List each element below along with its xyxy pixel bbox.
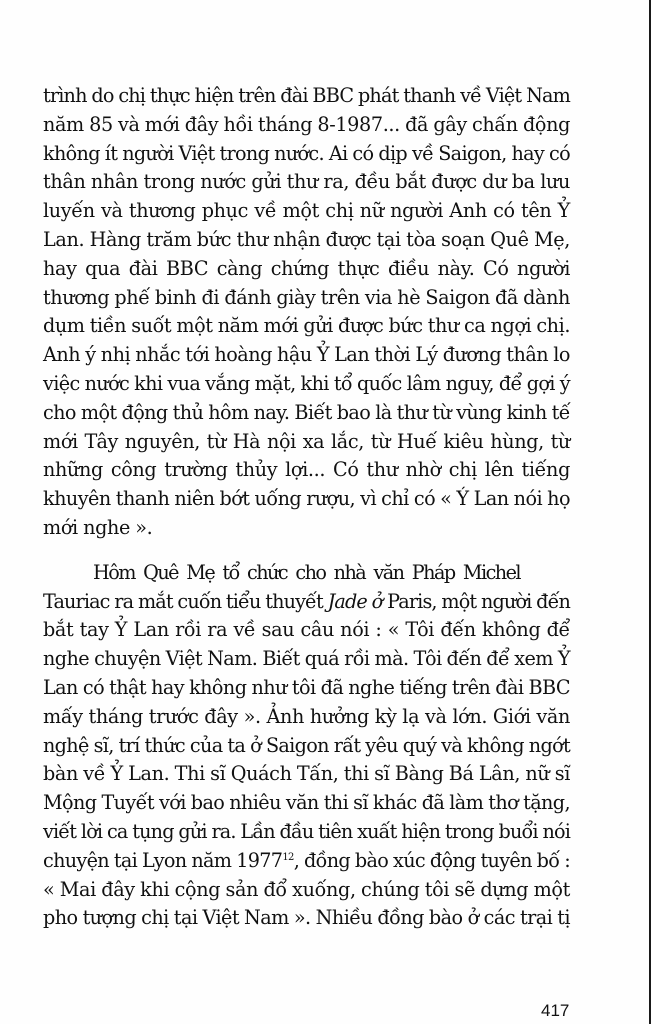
text-line: bàn về Ỷ Lan. Thi sĩ Quách Tấn, thi sĩ Bàng Bá Lân, nữ sĩ (43, 762, 570, 786)
text-line: Anh ý nhị nhắc tới hoàng hậu Ỷ Lan thời Lý đương thân lo (43, 343, 570, 367)
text-line: thương phế binh đi đánh giày trên via hè Saigon đã dành (43, 285, 570, 309)
text-line: mới Tây nguyên, từ Hà nội xa lắc, từ Huế kiêu hùng, từ (43, 429, 570, 453)
text-line: Lan có thật hay không như tôi đã nghe tiếng trên đài BBC (43, 675, 571, 699)
text-line: dụm tiền suốt một năm mới gửi được bức thư ca ngợi chị. (43, 314, 570, 338)
paragraph-2 (43, 559, 570, 933)
text-line: mấy tháng trước đây ». Ảnh hưởng kỳ lạ và lớn. Giới văn (43, 704, 570, 728)
footnote-reference[interactable]: 12 (282, 851, 294, 863)
text-line: bắt tay Ỷ Lan rồi ra về sau câu nói : « Tôi đến không để (43, 618, 570, 642)
text-line: những công trường thủy lợi... Có thư nhờ chị lên tiếng (43, 458, 570, 482)
text-line: nghe chuyện Việt Nam. Biết quá rồi mà. Tôi đến để xem Ỷ (43, 647, 570, 671)
text-line: Lan. Hàng trăm bức thư nhận được tại tòa soạn Quê Mẹ, (43, 227, 570, 251)
text-line: khuyên thanh niên bớt uống rượu, vì chỉ có « Ý Lan nói họ (43, 487, 570, 511)
text-line: Hôm Quê Mẹ tổ chức cho nhà văn Pháp Michel (93, 560, 520, 584)
text-line: năm 85 và mới đây hồi tháng 8-1987... đã gây chấn động (43, 112, 570, 136)
text-run: chuyện tại Lyon năm 1977 (43, 848, 283, 872)
text-run: , đồng bào xúc động tuyên bố : (293, 848, 571, 872)
text-line: việc nước khi vua vắng mặt, khi tổ quốc lâm nguy, để gợi ý (43, 371, 571, 395)
text-line: không ít người Việt trong nước. Ai có dịp về Saigon, hay có (43, 141, 570, 165)
text-line: luyến và thương phục về một chị nữ người Anh có tên Ỷ (43, 199, 570, 223)
text-line: thân nhân trong nước gửi thư ra, đều bắt được dư ba lưu (43, 170, 570, 194)
page-body (43, 82, 570, 933)
text-line: hay qua đài BBC càng chứng thực điều này. Có người (43, 256, 570, 280)
text-line: cho một động thủ hôm nay. Biết bao là thư từ vùng kinh tế (43, 400, 570, 424)
text-line: mới nghe ». (43, 515, 153, 539)
text-line: pho tượng chị tại Việt Nam ». Nhiều đồng bào ở các trại tị (43, 906, 571, 930)
text-line (43, 588, 570, 617)
text-line: « Mai đây khi cộng sản đổ xuống, chúng tôi sẽ dựng một (43, 877, 570, 901)
text-run: Tauriac ra mắt cuốn tiểu thuyết (43, 589, 328, 613)
page-number: 417 (541, 1001, 570, 1020)
text-line: nghệ sĩ, trí thức của ta ở Saigon rất yêu quý và không ngớt (43, 733, 570, 757)
text-line: Mộng Tuyết với bao nhiêu văn thi sĩ khác đã làm thơ tặng, (43, 791, 570, 815)
text-line: trình do chị thực hiện trên đài BBC phát thanh về Việt Nam (43, 84, 571, 107)
book-title: Jade ở (327, 589, 383, 613)
text-line (43, 847, 570, 876)
text-line: viết lời ca tụng gửi ra. Lần đầu tiên xuất hiện trong buổi nói (43, 819, 570, 843)
text-run: Paris, một người đến (382, 589, 571, 613)
paragraph-1 (43, 82, 570, 543)
